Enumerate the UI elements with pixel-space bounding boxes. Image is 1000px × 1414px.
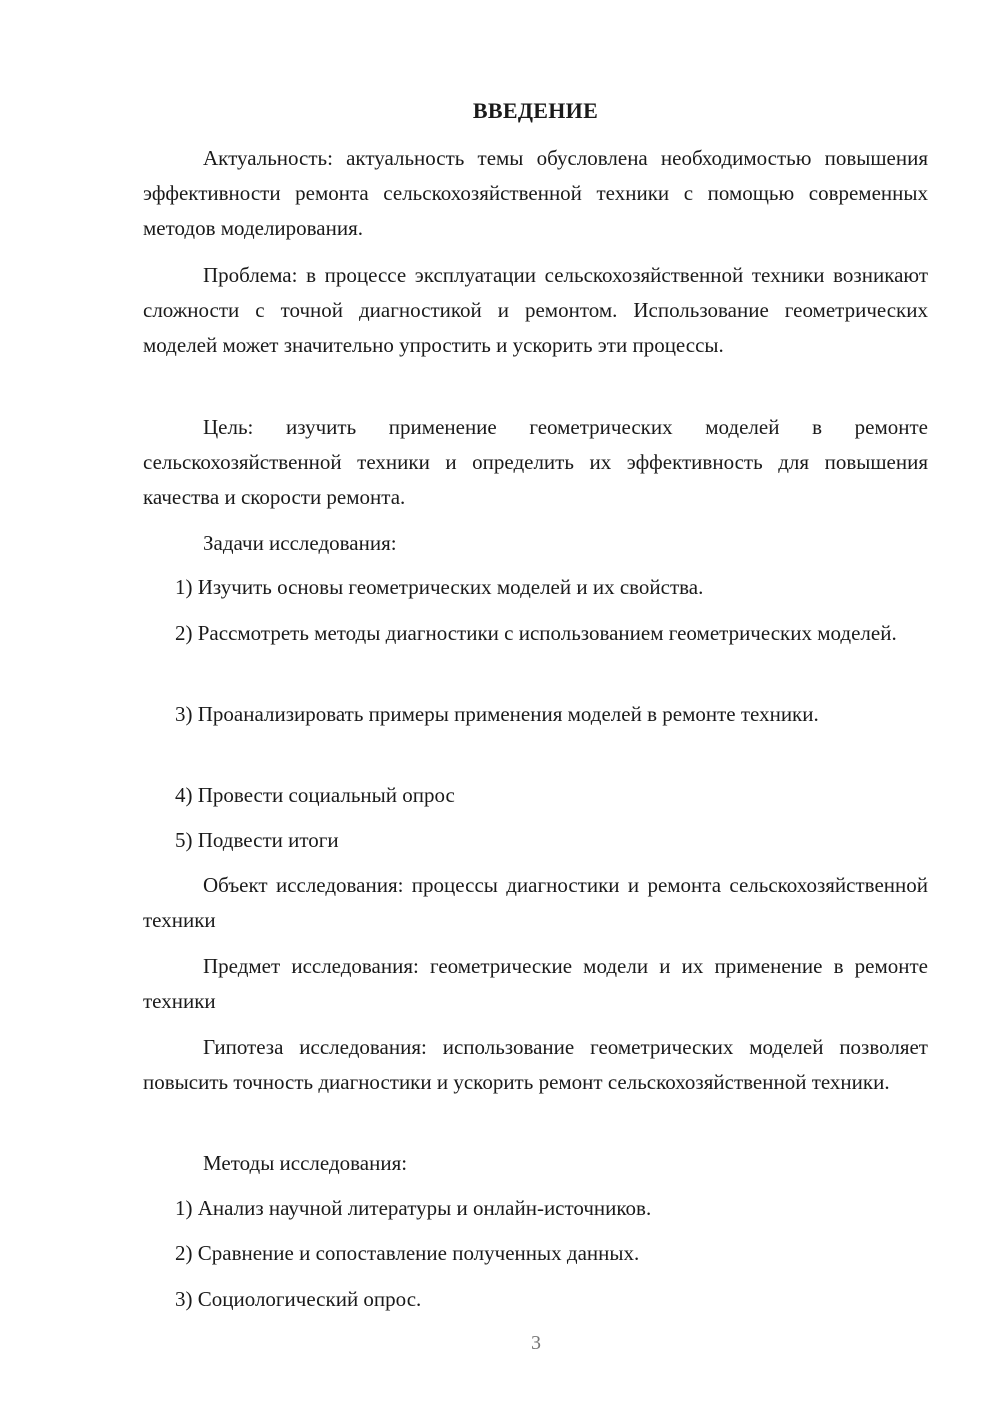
list-item-task-4: 4) Провести социальный опрос xyxy=(175,783,455,807)
paragraph-hypothesis: Гипотеза исследования: использование геометрических моделей позволяет повысить точность диагностики и ускорить ремонт сельскохозяйственной техники. xyxy=(143,1035,928,1094)
list-item-task-1: 1) Изучить основы геометрических моделей и их свойства. xyxy=(175,575,704,599)
paragraph-methods-heading: Методы исследования: xyxy=(203,1151,408,1175)
paragraph-tasks-heading: Задачи исследования: xyxy=(203,531,397,555)
list-item-task-2: 2) Рассмотреть методы диагностики с использованием геометрических моделей. xyxy=(175,621,897,645)
page-title: ВВЕДЕНИЕ xyxy=(472,98,599,123)
paragraph-problem: Проблема: в процессе эксплуатации сельскохозяйственной техники возникают сложности с точной диагностикой и ремонтом. Использование геометрических моделей может значительно упростить и ускорить эти процессы. xyxy=(143,263,928,357)
list-item-task-5: 5) Подвести итоги xyxy=(175,828,339,852)
paragraph-subject: Предмет исследования: геометрические модели и их применение в ремонте техники xyxy=(143,954,928,1013)
paragraph-goal: Цель: изучить применение геометрических моделей в ремонте сельскохозяйственной техники и определить их эффективность для повышения качества и скорости ремонта. xyxy=(143,415,928,509)
page-number: 3 xyxy=(531,1332,541,1354)
list-item-method-3: 3) Социологический опрос. xyxy=(175,1287,422,1311)
list-item-method-1: 1) Анализ научной литературы и онлайн-источников. xyxy=(175,1196,652,1220)
paragraph-relevance: Актуальность: актуальность темы обусловлена необходимостью повышения эффективности ремонта сельскохозяйственной техники с помощью современных методов моделирования. xyxy=(143,146,928,240)
paragraph-object: Объект исследования: процессы диагностики и ремонта сельскохозяйственной техники xyxy=(143,873,928,932)
list-item-task-3: 3) Проанализировать примеры применения моделей в ремонте техники. xyxy=(175,702,819,726)
list-item-method-2: 2) Сравнение и сопоставление полученных данных. xyxy=(175,1241,640,1265)
